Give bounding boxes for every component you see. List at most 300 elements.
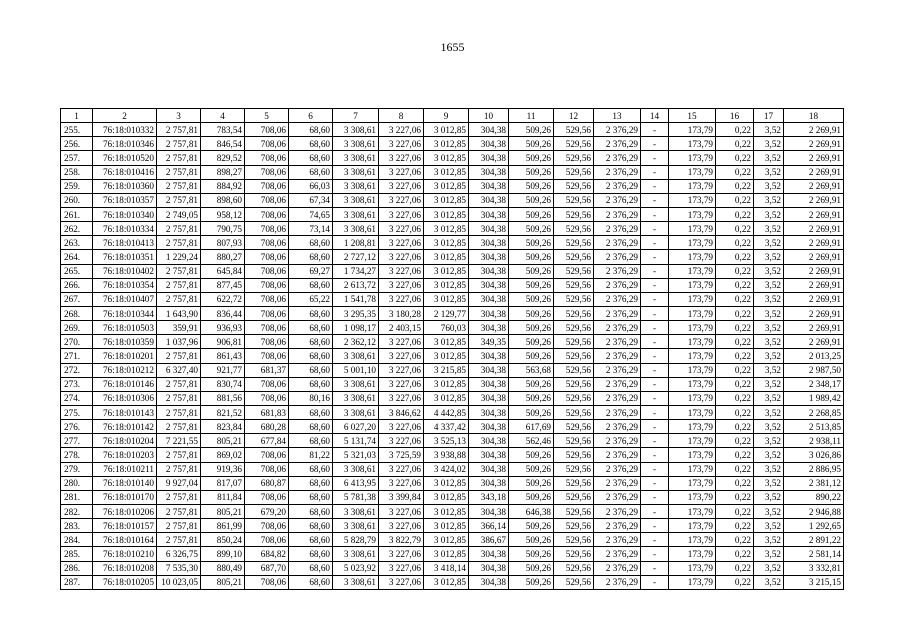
table-cell: 529,56: [554, 193, 594, 207]
table-cell: 1 734,27: [333, 264, 379, 278]
table-cell: 282.: [61, 504, 93, 518]
table-cell: 2 376,29: [594, 363, 641, 377]
table-cell: 285.: [61, 547, 93, 561]
table-cell: 262.: [61, 222, 93, 236]
table-row: [61, 561, 844, 575]
table-cell: 3,52: [754, 137, 784, 151]
column-header: 4: [201, 109, 245, 123]
table-cell: 2 269,91: [784, 222, 844, 236]
table-cell: 2 513,85: [784, 420, 844, 434]
table-cell: 3,52: [754, 264, 784, 278]
table-cell: 2 757,81: [157, 391, 201, 405]
table-cell: 173,79: [669, 165, 716, 179]
column-header: 1: [61, 109, 93, 123]
table-cell: 257.: [61, 151, 93, 165]
table-row: [61, 306, 844, 320]
table-cell: 173,79: [669, 292, 716, 306]
table-cell: 277.: [61, 434, 93, 448]
table-cell: -: [641, 448, 669, 462]
table-cell: 2 376,29: [594, 533, 641, 547]
table-cell: 76:18:010416: [93, 165, 157, 179]
table-cell: 708,06: [245, 123, 289, 137]
table-cell: 0,22: [716, 278, 754, 292]
table-cell: 3 012,85: [424, 547, 469, 561]
table-cell: 173,79: [669, 434, 716, 448]
table-cell: 529,56: [554, 349, 594, 363]
table-cell: 68,60: [289, 321, 333, 335]
table-cell: 529,56: [554, 165, 594, 179]
table-cell: 2 757,81: [157, 377, 201, 391]
table-cell: -: [641, 321, 669, 335]
table-cell: 3 227,06: [379, 434, 424, 448]
table-cell: 9 927,04: [157, 476, 201, 490]
table-cell: 3 308,61: [333, 165, 379, 179]
table-cell: -: [641, 278, 669, 292]
table-cell: 76:18:010413: [93, 236, 157, 250]
table-cell: -: [641, 377, 669, 391]
table-cell: 509,26: [509, 222, 554, 236]
table-cell: 304,38: [469, 179, 509, 193]
table-row: [61, 207, 844, 221]
table-cell: 708,06: [245, 490, 289, 504]
table-cell: 3,52: [754, 193, 784, 207]
table-cell: 76:18:010359: [93, 335, 157, 349]
table-cell: 563,68: [509, 363, 554, 377]
table-cell: 0,22: [716, 193, 754, 207]
table-cell: 2 376,29: [594, 321, 641, 335]
table-cell: 3 227,06: [379, 420, 424, 434]
table-cell: 76:18:010407: [93, 292, 157, 306]
table-cell: 0,22: [716, 547, 754, 561]
table-cell: 3 227,06: [379, 278, 424, 292]
table-cell: 509,26: [509, 462, 554, 476]
table-cell: 2 987,50: [784, 363, 844, 377]
table-cell: 3 846,62: [379, 405, 424, 419]
table-cell: 2 269,91: [784, 292, 844, 306]
table-cell: 68,60: [289, 349, 333, 363]
table-cell: 3 012,85: [424, 504, 469, 518]
table-cell: 173,79: [669, 504, 716, 518]
table-cell: 646,38: [509, 504, 554, 518]
table-cell: 2 269,91: [784, 236, 844, 250]
table-cell: 68,60: [289, 533, 333, 547]
table-cell: 3 308,61: [333, 547, 379, 561]
table-cell: 890,22: [784, 490, 844, 504]
table-cell: 2 757,81: [157, 123, 201, 137]
table-row: [61, 462, 844, 476]
table-cell: 529,56: [554, 236, 594, 250]
table-cell: 76:18:010203: [93, 448, 157, 462]
table-cell: 881,56: [201, 391, 245, 405]
table-cell: 2 376,29: [594, 179, 641, 193]
table-cell: 2 757,81: [157, 292, 201, 306]
table-cell: 708,06: [245, 278, 289, 292]
table-row: [61, 533, 844, 547]
table-cell: 173,79: [669, 207, 716, 221]
table-cell: 256.: [61, 137, 93, 151]
table-cell: 529,56: [554, 137, 594, 151]
table-cell: -: [641, 519, 669, 533]
table-cell: 2 376,29: [594, 561, 641, 575]
table-cell: 5 023,92: [333, 561, 379, 575]
table-cell: 76:18:010340: [93, 207, 157, 221]
table-cell: 173,79: [669, 391, 716, 405]
table-cell: 2 269,91: [784, 193, 844, 207]
table-cell: 805,21: [201, 434, 245, 448]
table-cell: 255.: [61, 123, 93, 137]
table-cell: 3 308,61: [333, 462, 379, 476]
table-cell: 708,06: [245, 193, 289, 207]
table-cell: 3 227,06: [379, 462, 424, 476]
table-cell: 0,22: [716, 561, 754, 575]
table-cell: 343,18: [469, 490, 509, 504]
table-cell: 509,26: [509, 490, 554, 504]
table-cell: 529,56: [554, 391, 594, 405]
table-cell: 708,06: [245, 165, 289, 179]
table-cell: 386,67: [469, 533, 509, 547]
table-cell: 3 012,85: [424, 292, 469, 306]
table-cell: 3,52: [754, 165, 784, 179]
table-cell: 274.: [61, 391, 93, 405]
table-cell: 0,22: [716, 335, 754, 349]
table-cell: 0,22: [716, 306, 754, 320]
table-cell: 6 327,40: [157, 363, 201, 377]
table-row: [61, 321, 844, 335]
table-cell: 68,60: [289, 405, 333, 419]
table-cell: 677,84: [245, 434, 289, 448]
column-header: 2: [93, 109, 157, 123]
table-cell: 3,52: [754, 151, 784, 165]
table-cell: 173,79: [669, 476, 716, 490]
table-cell: 3,52: [754, 547, 784, 561]
table-cell: 76:18:010146: [93, 377, 157, 391]
table-cell: 0,22: [716, 490, 754, 504]
table-cell: 2 269,91: [784, 306, 844, 320]
table-cell: 173,79: [669, 377, 716, 391]
table-cell: 68,60: [289, 504, 333, 518]
table-cell: 3,52: [754, 391, 784, 405]
table-cell: 267.: [61, 292, 93, 306]
table-cell: 2 757,81: [157, 165, 201, 179]
table-cell: 529,56: [554, 207, 594, 221]
table-cell: 304,38: [469, 193, 509, 207]
table-cell: 3 399,84: [379, 490, 424, 504]
table-row: [61, 250, 844, 264]
table-cell: 811,84: [201, 490, 245, 504]
column-header: 12: [554, 109, 594, 123]
table-cell: 287.: [61, 575, 93, 589]
table-cell: 173,79: [669, 575, 716, 589]
table-cell: 3 227,06: [379, 264, 424, 278]
table-cell: 3 215,15: [784, 575, 844, 589]
table-cell: 68,60: [289, 434, 333, 448]
table-cell: 76:18:010402: [93, 264, 157, 278]
table-cell: 529,56: [554, 420, 594, 434]
table-cell: 272.: [61, 363, 93, 377]
table-cell: 261.: [61, 207, 93, 221]
table-cell: 2 269,91: [784, 250, 844, 264]
column-header: 14: [641, 109, 669, 123]
table-cell: 0,22: [716, 420, 754, 434]
table-cell: 2 376,29: [594, 519, 641, 533]
table-cell: 3 227,06: [379, 179, 424, 193]
table-cell: 0,22: [716, 222, 754, 236]
table-cell: 0,22: [716, 321, 754, 335]
table-cell: 509,26: [509, 519, 554, 533]
table-cell: 3 180,28: [379, 306, 424, 320]
table-cell: 284.: [61, 533, 93, 547]
table-cell: 2 757,81: [157, 264, 201, 278]
table-cell: 68,60: [289, 561, 333, 575]
column-header: 16: [716, 109, 754, 123]
table-cell: 2 376,29: [594, 377, 641, 391]
table-cell: 3 227,06: [379, 222, 424, 236]
table-cell: 0,22: [716, 476, 754, 490]
table-cell: 1 037,96: [157, 335, 201, 349]
table-cell: 3 012,85: [424, 278, 469, 292]
table-cell: 708,06: [245, 292, 289, 306]
table-header-row: [61, 109, 844, 123]
table-cell: 0,22: [716, 264, 754, 278]
table-cell: 68,60: [289, 363, 333, 377]
table-cell: 3 227,06: [379, 335, 424, 349]
table-cell: 898,27: [201, 165, 245, 179]
table-cell: 3 308,61: [333, 377, 379, 391]
table-cell: 6 413,95: [333, 476, 379, 490]
table-cell: 3 227,06: [379, 575, 424, 589]
table-cell: 173,79: [669, 349, 716, 363]
table-cell: -: [641, 547, 669, 561]
table-cell: 173,79: [669, 462, 716, 476]
table-cell: 283.: [61, 519, 93, 533]
table-cell: 76:18:010346: [93, 137, 157, 151]
table-cell: 173,79: [669, 179, 716, 193]
table-cell: 2 269,91: [784, 335, 844, 349]
table-cell: 3,52: [754, 533, 784, 547]
table-cell: 3 227,06: [379, 476, 424, 490]
table-cell: 173,79: [669, 533, 716, 547]
table-cell: 69,27: [289, 264, 333, 278]
table-cell: 2 376,29: [594, 236, 641, 250]
table-cell: 708,06: [245, 250, 289, 264]
table-cell: 3 012,85: [424, 151, 469, 165]
table-cell: 529,56: [554, 222, 594, 236]
table-cell: 2 946,88: [784, 504, 844, 518]
table-cell: 0,22: [716, 165, 754, 179]
table-cell: -: [641, 561, 669, 575]
table-cell: 304,38: [469, 547, 509, 561]
table-cell: 529,56: [554, 561, 594, 575]
table-row: [61, 292, 844, 306]
table-cell: 708,06: [245, 335, 289, 349]
table-cell: 0,22: [716, 448, 754, 462]
table-cell: 3 308,61: [333, 193, 379, 207]
table-cell: 2 376,29: [594, 278, 641, 292]
column-header: 8: [379, 109, 424, 123]
table-cell: 2 613,72: [333, 278, 379, 292]
table-cell: 708,06: [245, 321, 289, 335]
table-cell: 304,38: [469, 236, 509, 250]
table-cell: 509,26: [509, 306, 554, 320]
table-cell: 173,79: [669, 193, 716, 207]
table-cell: -: [641, 504, 669, 518]
table-cell: 2 269,91: [784, 179, 844, 193]
table-cell: 509,26: [509, 236, 554, 250]
table-cell: 173,79: [669, 547, 716, 561]
table-cell: 3 012,85: [424, 391, 469, 405]
table-cell: 880,27: [201, 250, 245, 264]
table-cell: -: [641, 420, 669, 434]
table-row: [61, 476, 844, 490]
table-row: [61, 504, 844, 518]
table-cell: 877,45: [201, 278, 245, 292]
table-cell: 173,79: [669, 236, 716, 250]
table-cell: 10 023,05: [157, 575, 201, 589]
table-row: [61, 490, 844, 504]
column-header: 7: [333, 109, 379, 123]
table-cell: 173,79: [669, 519, 716, 533]
table-cell: 173,79: [669, 250, 716, 264]
table-cell: 3 012,85: [424, 335, 469, 349]
table-cell: 906,81: [201, 335, 245, 349]
table-cell: 3,52: [754, 349, 784, 363]
column-header: 10: [469, 109, 509, 123]
table-cell: 529,56: [554, 462, 594, 476]
table-row: [61, 151, 844, 165]
table-cell: 359,91: [157, 321, 201, 335]
table-cell: 3 308,61: [333, 179, 379, 193]
table-cell: 173,79: [669, 278, 716, 292]
table-cell: 3 308,61: [333, 151, 379, 165]
table-cell: 509,26: [509, 448, 554, 462]
table-cell: 529,56: [554, 278, 594, 292]
table-cell: 790,75: [201, 222, 245, 236]
column-header: 3: [157, 109, 201, 123]
table-cell: 3 418,14: [424, 561, 469, 575]
table-cell: 2 269,91: [784, 264, 844, 278]
table-cell: 68,60: [289, 278, 333, 292]
table-cell: 0,22: [716, 377, 754, 391]
table-cell: 708,06: [245, 179, 289, 193]
table-cell: 3 525,13: [424, 434, 469, 448]
table-cell: 173,79: [669, 561, 716, 575]
table-cell: 3 227,06: [379, 292, 424, 306]
table-cell: 880,49: [201, 561, 245, 575]
table-cell: 281.: [61, 490, 93, 504]
table-cell: 2 757,81: [157, 504, 201, 518]
table-row: [61, 264, 844, 278]
table-cell: 2 268,85: [784, 405, 844, 419]
table-cell: -: [641, 405, 669, 419]
table-cell: 81,22: [289, 448, 333, 462]
table-cell: 3,52: [754, 420, 784, 434]
table-row: [61, 137, 844, 151]
table-cell: 861,43: [201, 349, 245, 363]
table-cell: 2 938,11: [784, 434, 844, 448]
table-cell: 173,79: [669, 420, 716, 434]
table-cell: 684,82: [245, 547, 289, 561]
table-cell: 76:18:010520: [93, 151, 157, 165]
table-cell: 529,56: [554, 533, 594, 547]
table-cell: 0,22: [716, 207, 754, 221]
table-cell: 3 012,85: [424, 533, 469, 547]
table-cell: -: [641, 575, 669, 589]
table-cell: 74,65: [289, 207, 333, 221]
table-row: [61, 236, 844, 250]
table-cell: 259.: [61, 179, 93, 193]
table-cell: 3 295,35: [333, 306, 379, 320]
table-cell: 529,56: [554, 448, 594, 462]
table-cell: 2 376,29: [594, 391, 641, 405]
table-cell: 2 376,29: [594, 547, 641, 561]
table-cell: 3,52: [754, 476, 784, 490]
table-cell: 3 012,85: [424, 222, 469, 236]
table-cell: 76:18:010164: [93, 533, 157, 547]
table-cell: 2 269,91: [784, 278, 844, 292]
table-cell: 3,52: [754, 278, 784, 292]
column-header: 17: [754, 109, 784, 123]
table-cell: 80,16: [289, 391, 333, 405]
table-cell: 3 822,79: [379, 533, 424, 547]
table-cell: 2 757,81: [157, 349, 201, 363]
table-cell: 2 757,81: [157, 193, 201, 207]
table-cell: 304,38: [469, 363, 509, 377]
table-cell: 529,56: [554, 519, 594, 533]
table-cell: 899,10: [201, 547, 245, 561]
table-cell: 2 757,81: [157, 151, 201, 165]
table-cell: 708,06: [245, 533, 289, 547]
table-cell: 2 757,81: [157, 405, 201, 419]
table-cell: 5 828,79: [333, 533, 379, 547]
table-cell: -: [641, 335, 669, 349]
table-cell: 3 012,85: [424, 250, 469, 264]
table-cell: 529,56: [554, 123, 594, 137]
table-cell: 529,56: [554, 306, 594, 320]
table-cell: 708,06: [245, 391, 289, 405]
table-cell: 304,38: [469, 207, 509, 221]
table-cell: 2 376,29: [594, 250, 641, 264]
table-cell: 509,26: [509, 137, 554, 151]
table-cell: 0,22: [716, 533, 754, 547]
column-header: 18: [784, 109, 844, 123]
table-cell: 3,52: [754, 179, 784, 193]
table-cell: 173,79: [669, 151, 716, 165]
table-cell: 2 727,12: [333, 250, 379, 264]
table-cell: 3 012,85: [424, 519, 469, 533]
table-cell: 509,26: [509, 165, 554, 179]
column-header: 6: [289, 109, 333, 123]
table-cell: 304,38: [469, 137, 509, 151]
table-cell: 2 757,81: [157, 462, 201, 476]
table-cell: -: [641, 490, 669, 504]
table-cell: 3 227,06: [379, 391, 424, 405]
table-cell: 2 403,15: [379, 321, 424, 335]
table-cell: 3 012,85: [424, 236, 469, 250]
table-cell: 260.: [61, 193, 93, 207]
table-cell: 3 938,88: [424, 448, 469, 462]
table-cell: 304,38: [469, 434, 509, 448]
table-cell: 3 012,85: [424, 264, 469, 278]
table-cell: 76:18:010212: [93, 363, 157, 377]
table-cell: 3,52: [754, 504, 784, 518]
table-cell: 2 376,29: [594, 476, 641, 490]
table-cell: 708,06: [245, 349, 289, 363]
table-cell: 273.: [61, 377, 93, 391]
column-header: 15: [669, 109, 716, 123]
table-cell: 3 012,85: [424, 123, 469, 137]
table-cell: 0,22: [716, 391, 754, 405]
table-cell: 173,79: [669, 123, 716, 137]
